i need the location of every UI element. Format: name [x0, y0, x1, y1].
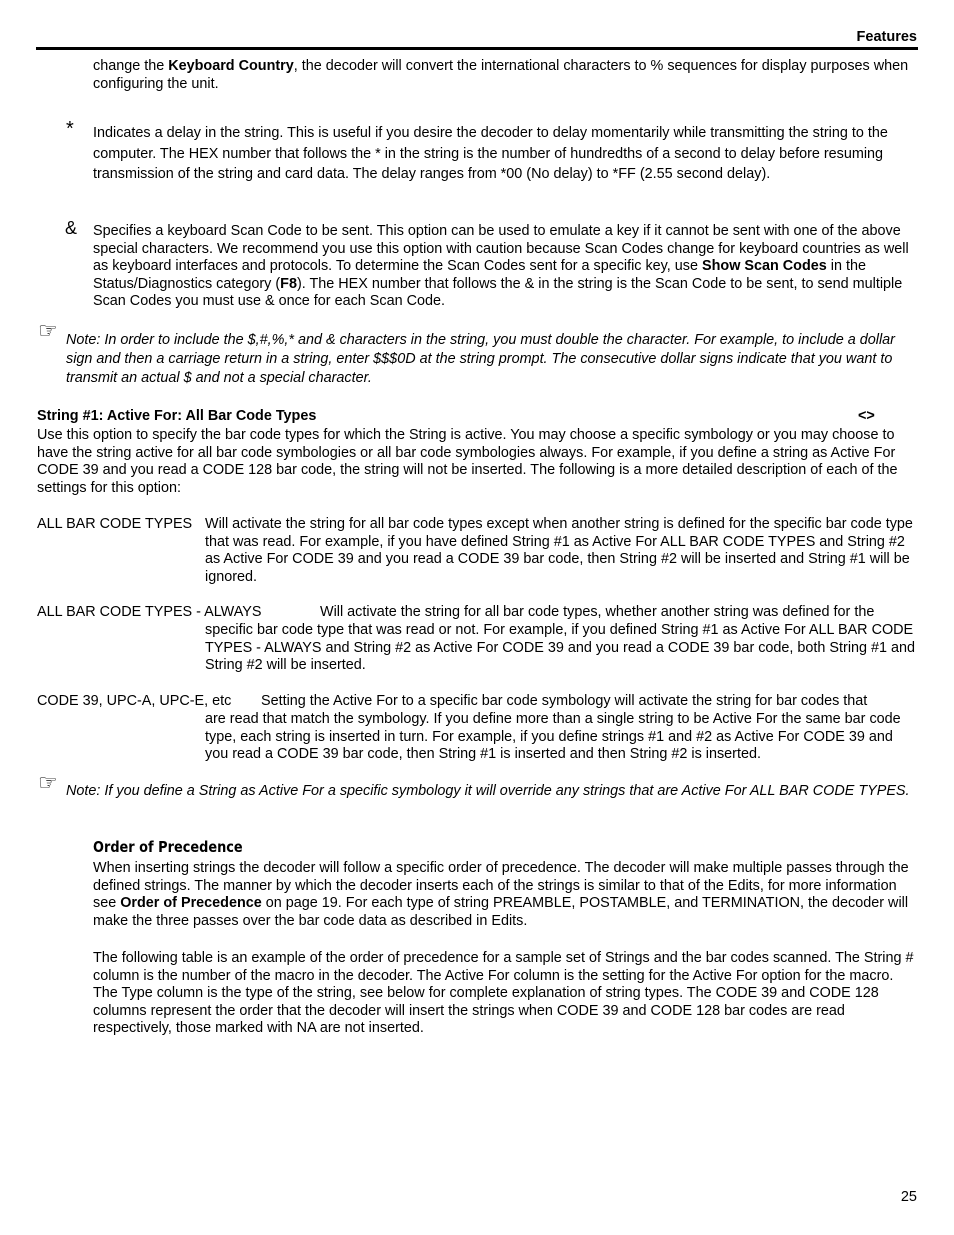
- string-setting-description: Use this option to specify the bar code types for which the String is active. You may choose a specific symbology or you may choose to have the string active for all bar code symbologies or all bar code symbologies always. For example, if you define a string as Active For CODE 39 and you read a CODE 128 bar code, the string will not be inserted. The following is a more detailed description of each of the settings for this option:: [37, 427, 898, 496]
- ampersand-symbol: &: [65, 218, 78, 238]
- note-double-character: Note: In order to include the $,#,%,* and & characters in the string, you must double the character. For example, to include a dollar sign and then a carriage return in a string, enter $$$0D at the string prompt. The consecutive dollar signs indicate that you want to transmit an actual $ and not a special character.: [66, 332, 895, 386]
- precedence-text-post: on page 19. For each type of string PREAMBLE, POSTAMBLE, and TERMINATION, the decoder will make the three passes over the bar code data as described in Edits.: [93, 895, 909, 929]
- intro-paragraph: [93, 58, 913, 93]
- precedence-paragraph-2: The following table is an example of the order of precedence for a sample set of Strings and the bar codes scanned. The String # column is the number of the macro in the decoder. The Active For column is the setting for the Active For option for the macro. The Type column is the type of the string, see below for complete explanation of string types. The CODE 39 and CODE 128 columns represent the order that the decoder will insert the strings when CODE 39 and CODE 128 bar codes are read respectively, those marked with NA are not inserted.: [93, 950, 914, 1037]
- intro-text-bold: Keyboard Country: [168, 58, 294, 74]
- option-description-first-line: Will activate the string for all bar code types, whether another string was defined for the: [320, 604, 875, 620]
- asterisk-description: Indicates a delay in the string. This is useful if you desire the decoder to delay momentarily while transmitting the string to the computer. The HEX number that follows the * in the string is the number of hundredths of a second to delay before resuming transmission of the string and card data. The delay ranges from *00 (No delay) to *FF (2.55 second delay).: [93, 125, 888, 182]
- precedence-text-pre: When inserting strings the decoder will follow a specific order of precedence. The decoder will make multiple passes through the defined strings. The manner by which the decoder inserts each of the strings is similar to that of the Edits, for more information see: [93, 860, 909, 912]
- header-title: Features: [856, 29, 917, 45]
- option-term: CODE 39, UPC-A, UPC-E, etc: [37, 693, 232, 709]
- intro-text-pre: change the: [93, 58, 169, 74]
- header-divider: [36, 47, 918, 50]
- option-description-first-line: Setting the Active For to a specific bar code symbology will activate the string for bar codes that: [261, 693, 868, 709]
- hand-pointing-icon: ☞: [38, 318, 58, 343]
- asterisk-symbol: *: [66, 118, 74, 140]
- ampersand-text-pre: Specifies a keyboard Scan Code to be sent. This option can be used to emulate a key if it cannot be sent with one of the above special characters. We recommend you use this option with caution because Scan Codes change for keyboard countries as well as keyboard interfaces and protocols. To determine the Scan Codes sent for a specific key, use: [93, 223, 909, 275]
- precedence-link-bold: Order of Precedence: [120, 895, 262, 912]
- ampersand-text-mid: in the Status/Diagnostics category (: [93, 258, 866, 292]
- intro-text-post: , the decoder will convert the international characters to % sequences for display purposes when configuring the unit.: [93, 58, 909, 92]
- hand-pointing-icon: ☞: [38, 770, 58, 795]
- note-override: Note: If you define a String as Active For a specific symbology it will override any strings that are Active For ALL BAR CODE TYPES.: [66, 783, 910, 799]
- option-description: Will activate the string for all bar code types except when another string is defined for the specific bar code type that was read. For example, if you have defined String #1 as Active For ALL BAR CODE TYPES and String #2 as Active For CODE 39 and you read a CODE 39 bar code, then String #2 will be inserted and String #1 will be ignored.: [205, 516, 913, 585]
- option-term: ALL BAR CODE TYPES: [37, 516, 193, 532]
- option-description: specific bar code type that was read or not. For example, if you defined String #1 as Active For ALL BAR CODE TYPES - ALWAYS and String #2 as Active For CODE 39 and you read a CODE 39 bar code, both String #1 and String #2 will be inserted.: [205, 622, 916, 674]
- string-setting-key: <>: [858, 408, 875, 424]
- precedence-paragraph-1: [93, 860, 917, 930]
- option-description: are read that match the symbology. If you define more than a single string to be Active For the same bar code type, each string is inserted in turn. For example, if you define strings #1 and #2 as Active For CODE 39 and you read a CODE 39 bar code, then String #1 is inserted and then String #2 is inserted.: [205, 711, 901, 763]
- page-number: 25: [900, 1189, 917, 1205]
- string-setting-title: String #1: Active For: All Bar Code Types: [37, 408, 317, 424]
- ampersand-description: [93, 223, 917, 311]
- option-term: ALL BAR CODE TYPES - ALWAYS: [37, 604, 262, 620]
- ampersand-text-post: ). The HEX number that follows the & in the string is the Scan Code to be sent, to send multiple Scan Codes you must use & once for each Scan Code.: [93, 275, 903, 310]
- show-scan-codes-bold: Show Scan Codes: [702, 258, 827, 275]
- order-of-precedence-heading: Order of Precedence: [93, 838, 243, 856]
- f8-key-bold: F8: [280, 275, 297, 292]
